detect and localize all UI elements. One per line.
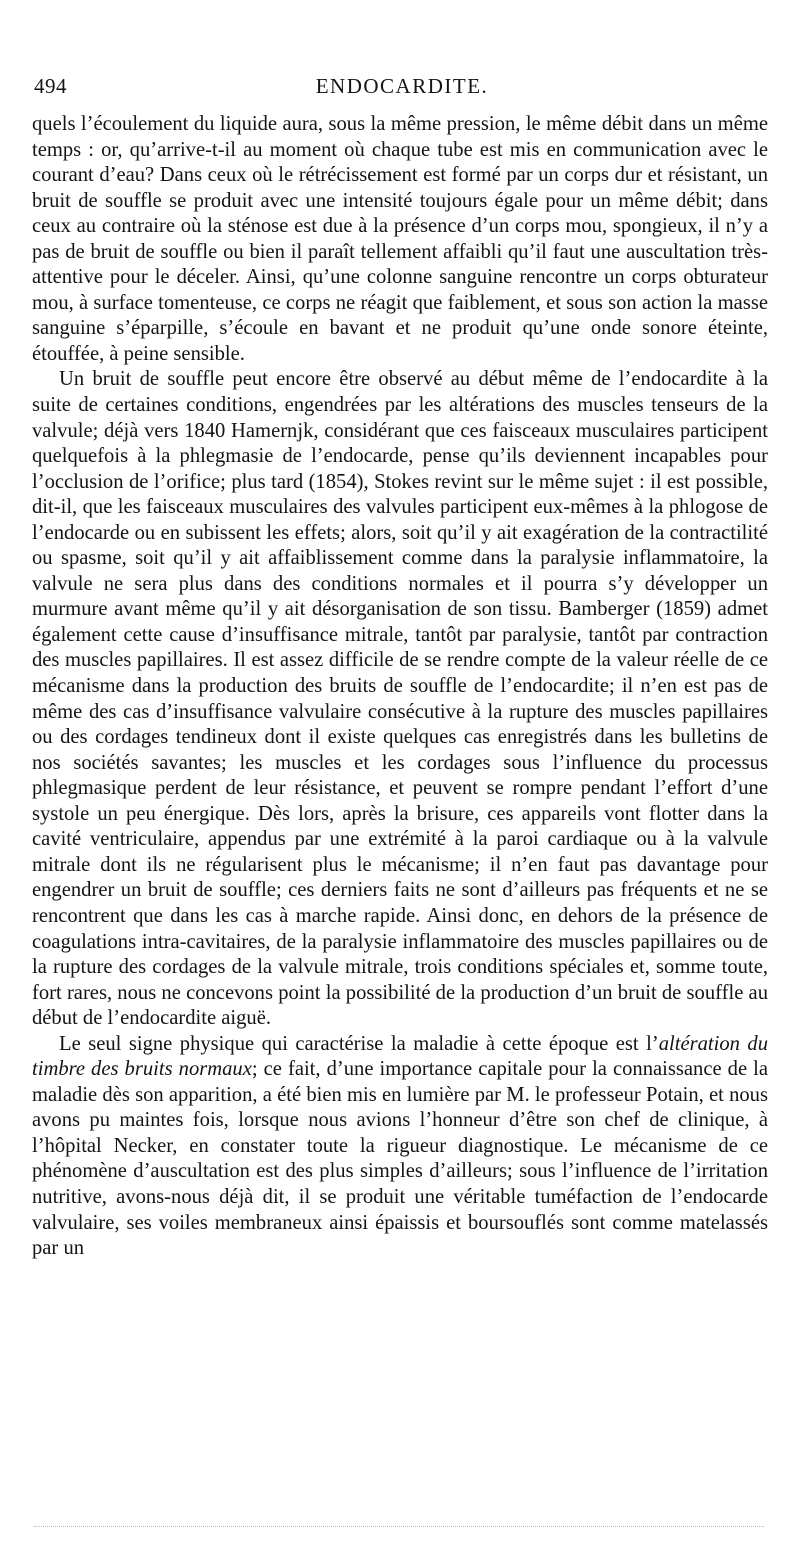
paragraph-3-text-after: ; ce fait, d’une importance capitale pour la connaissance de la maladie dès son apparition, a été bien mis en lumière par M. le professeur Potain, et nous avons pu maintes fois, lorsque nous avions l’honneur d’être son chef de clinique, à l’hôpital Necker, en constater toute la rigueur diagnostique. Le mécanisme de ce phénomène d’auscultation est des plus simples d’ailleurs; sous l’influence de l’irritation nutritive, avons-nous déjà dit, il se produit une véritable tuméfaction de l’endocarde valvulaire, ses voiles membraneux ainsi épaissis et boursouflés sont comme matelassés par un	[32, 1058, 769, 1260]
paragraph-3	[32, 1032, 768, 1262]
page-number: 494	[34, 74, 67, 98]
paragraph-1: quels l’écoulement du liquide aura, sous la même pression, le même débit dans un même temps : or, qu’arrive-t-il au moment où chaque tube est mis en communication avec le courant d’eau? Dans ceux où le rétrécissement est formé par un corps dur et résistant, un bruit de souffle se produit avec une intensité toujours égale pour un même débit; dans ceux au contraire où la sténose est due à la présence d’un corps mou, spongieux, il n’y a pas de bruit de souffle ou bien il paraît tellement affaibli qu’il faut une auscultation très-attentive pour le déceler. Ainsi, qu’une colonne sanguine rencontre un corps obturateur mou, à surface tomenteuse, ce corps ne réagit que faiblement, et sous son action la masse sanguine s’éparpille, s’écoule en bavant et ne produit qu’une onde sonore éteinte, étouffée, à peine sensible.	[32, 113, 768, 365]
paragraph-3-text-before: Le seul signe physique qui caractérise la maladie à cette époque est l’	[59, 1032, 659, 1055]
paragraph-2: Un bruit de souffle peut encore être observé au début même de l’endocardite à la suite de certaines conditions, engendrées par les altérations des muscles tenseurs de la valvule; déjà vers 1840 Hamernjk, considérant que ces faisceaux musculaires participent quelquefois à la phlegmasie de l’endocarde, pense qu’ils deviennent incapables pour l’occlusion de l’orifice; plus tard (1854), Stokes revint sur le même sujet : il est possible, dit-il, que les faisceaux musculaires des valvules participent eux-mêmes à la phlogose de l’endocarde ou en subissent les effets; alors, soit qu’il y ait exagération de la contractilité ou spasme, soit qu’il y ait affaiblissement comme dans la paralysie inflammatoire, la valvule ne sera plus dans des conditions normales et il pourra s’y développer un murmure avant même qu’il y ait désorganisation de son tissu. Bamberger (1859) admet également cette cause d’insuffisance mitrale, tantôt par paralysie, tantôt par contraction des muscles papillaires. Il est assez difficile de se rendre compte de la valeur réelle de ce mécanisme dans la production des bruits de souffle de l’endocardite; il n’en est pas de même des cas d’insuffisance valvulaire consécutive à la rupture des muscles papillaires ou des cordages tendineux dont il existe quelques cas enregistrés dans les bulletins de nos sociétés savantes; les muscles et les cordages sous l’influence du processus phlegmasique perdent de leur résistance, et peuvent se rompre pendant l’effort d’une systole un peu énergique. Dès lors, après la brisure, ces appareils vont flotter dans la cavité ventriculaire, appendus par une extrémité à la paroi cardiaque ou à la valvule mitrale dont ils ne régularisent plus le mécanisme; il n’en faut pas davantage pour engendrer un bruit de souffle; ces derniers faits ne sont d’ailleurs pas fréquents et ne se rencontrent que dans les cas à marche rapide. Ainsi donc, en dehors de la présence de coagulations intra-cavitaires, de la paralysie inflammatoire des muscles papillaires ou de la rupture des cordages de la valvule mitrale, trois conditions spéciales et, somme toute, fort rares, nous ne concevons point la possibilité de la production d’un bruit de souffle au début de l’endocardite aiguë.	[32, 368, 768, 1030]
paragraph-3-italic-term: altération du timbre des bruits normaux	[32, 1032, 768, 1081]
running-title: ENDOCARDITE.	[315, 74, 489, 98]
footer-dotted-rule	[34, 1526, 764, 1527]
body-text	[32, 112, 768, 1262]
page-header	[34, 74, 770, 104]
